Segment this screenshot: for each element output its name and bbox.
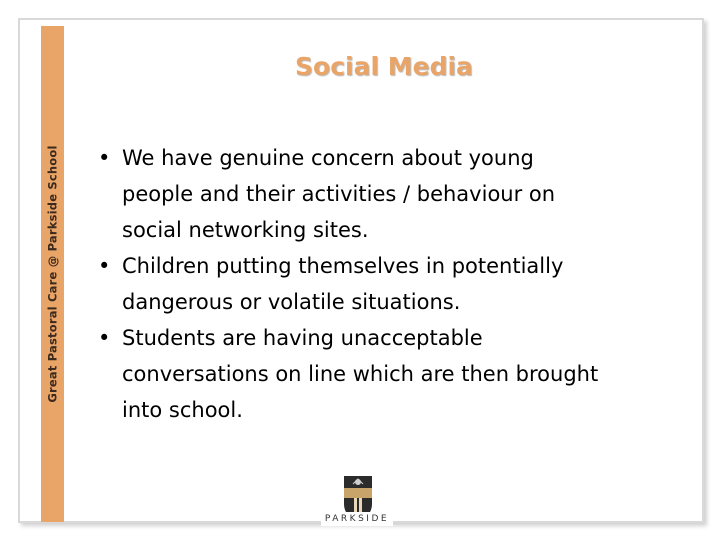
bullet-text: We have genuine concern about young people and their activities / behaviour on social networking sites.: [122, 146, 556, 242]
sidebar-caption-text: Great Pastoral Care @ Parkside School: [45, 145, 60, 403]
sidebar-caption: [41, 26, 64, 522]
bullet-text: Students are having unacceptable conversations on line which are then brought into school.: [122, 326, 599, 422]
slide-title: Social Media: [295, 52, 473, 81]
bullet-list: [90, 140, 610, 428]
bullet-dot-icon: •: [98, 326, 111, 350]
bullet-item: [90, 140, 610, 248]
bullet-text: Children putting themselves in potentially dangerous or volatile situations.: [122, 254, 564, 314]
bullet-dot-icon: •: [98, 146, 111, 170]
bullet-item: [90, 248, 610, 320]
logo-wordmark: PARKSIDE: [321, 512, 393, 526]
bullet-item: [90, 320, 610, 428]
bullet-dot-icon: •: [98, 254, 111, 278]
